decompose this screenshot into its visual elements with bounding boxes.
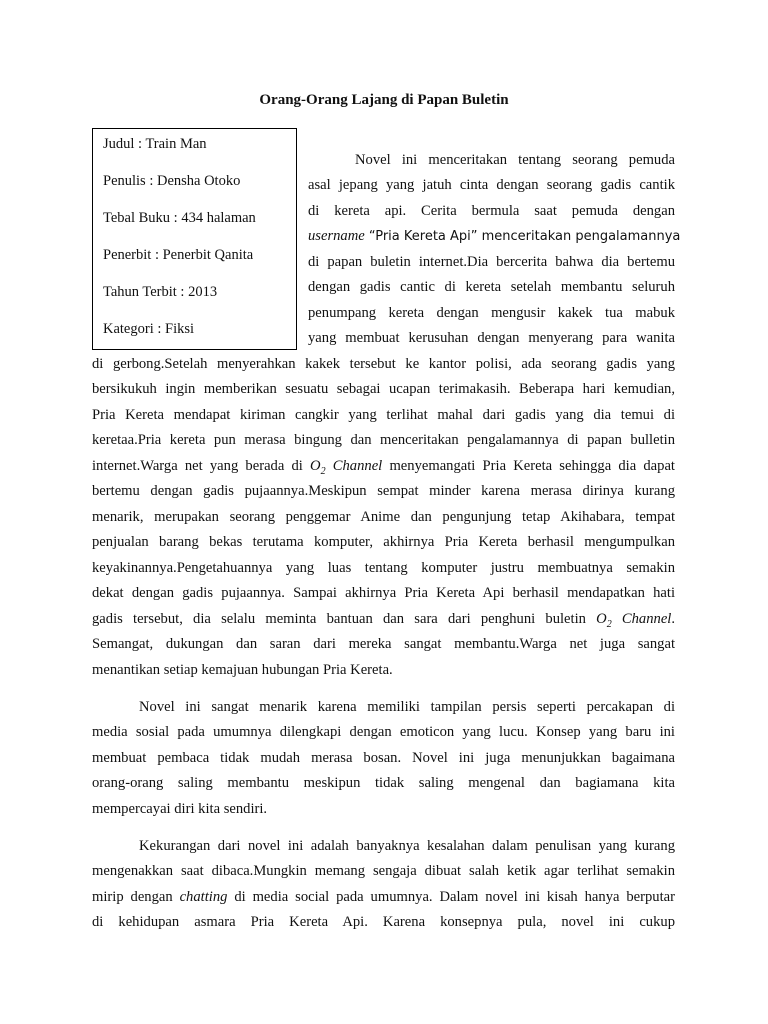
text-span: “Pria Kereta Api” menceritakan pengalamannya xyxy=(364,229,681,244)
text-span: gadis tersebut, dia selalu meminta bantuan dan sara dari penghuni buletin xyxy=(92,611,597,627)
text-line: menarik, merupakan seorang penggemar Anime dan pengunjung tetap Akihabara, tempat xyxy=(92,509,675,525)
text-span: mirip dengan xyxy=(92,889,180,905)
italic-text: chatting xyxy=(179,889,228,905)
text-line: Semangat, dukungan dan saran dari mereka sangat membantu.Warga net juga sangat xyxy=(92,636,675,652)
text-span: Channel xyxy=(325,458,383,474)
text-line: orang-orang saling membantu meskipun tidak saling mengenal dan bagiamana kita xyxy=(92,775,675,791)
text-line xyxy=(92,887,675,907)
text-line xyxy=(92,609,675,635)
text-span: . xyxy=(671,611,676,627)
text-line: mempercayai diri kita sendiri. xyxy=(92,801,268,817)
subscript: 2 xyxy=(606,618,612,630)
text-line: keyakinannya.Pengetahuannya yang luas tentang komputer justru membuatnya semakin xyxy=(92,560,675,576)
info-year: Tahun Terbit : 2013 xyxy=(103,284,218,300)
info-author: Penulis : Densha Otoko xyxy=(103,173,241,189)
text-line: keretaa.Pria kereta pun merasa bingung dan menceritakan pengalamannya di papan bulletin xyxy=(92,432,675,448)
text-line: bersikukuh ingin memberikan sesuatu sebagai ucapan terimakasih. Beberapa hari kemudian, xyxy=(92,381,675,397)
italic-text: username xyxy=(308,228,365,244)
book-info-box xyxy=(92,128,297,350)
italic-text xyxy=(596,611,672,630)
text-line: Novel ini menceritakan tentang seorang pemuda xyxy=(355,152,675,168)
text-line: Novel ini sangat menarik karena memiliki tampilan persis seperti percakapan di xyxy=(139,699,675,715)
text-line: penumpang kereta dengan mengusir kakek tua mabuk xyxy=(308,305,675,321)
text-line: Pria Kereta mendapat kiriman cangkir yang terlihat mahal dari gadis yang dia temui di xyxy=(92,407,675,423)
text-line: di papan buletin internet.Dia bercerita bahwa dia bertemu xyxy=(308,254,675,270)
text-line: penjualan barang bekas terutama komputer, akhirnya Pria Kereta berhasil mengumpulkan xyxy=(92,534,675,550)
text-span: O xyxy=(596,611,607,627)
text-line xyxy=(92,456,675,482)
text-line: dengan gadis cantic di kereta setelah membantu seluruh xyxy=(308,279,675,295)
info-publisher: Penerbit : Penerbit Qanita xyxy=(103,247,254,263)
text-span: di media social pada umumnya. Dalam novel ini kisah hanya berputar xyxy=(227,889,675,905)
text-line: Kekurangan dari novel ini adalah banyaknya kesalahan dalam penulisan yang kurang xyxy=(139,838,675,854)
text-line xyxy=(308,226,681,247)
document-title: Orang-Orang Lajang di Papan Buletin xyxy=(259,92,509,108)
text-line: asal jepang yang jatuh cinta dengan seorang gadis cantik xyxy=(308,177,675,193)
text-line: yang membuat kerusuhan dengan menyerang para wanita xyxy=(308,330,675,346)
italic-text xyxy=(310,458,383,477)
subscript: 2 xyxy=(320,465,326,477)
info-pages: Tebal Buku : 434 halaman xyxy=(103,210,256,226)
text-span: menyemangati Pria Kereta sehingga dia dapat xyxy=(382,458,675,474)
text-line: media sosial pada umumnya dilengkapi dengan emoticon yang lucu. Konsep yang baru ini xyxy=(92,724,675,740)
info-title: Judul : Train Man xyxy=(103,136,207,152)
text-line: menantikan setiap kemajuan hubungan Pria Kereta. xyxy=(92,662,393,678)
text-line: mengenakkan saat dibaca.Mungkin memang sengaja dibuat salah ketik agar terlihat semakin xyxy=(92,863,675,879)
text-line: bertemu dengan gadis pujaannya.Meskipun sempat minder karena merasa dirinya kurang xyxy=(92,483,675,499)
text-line: di gerbong.Setelah menyerahkan kakek tersebut ke kantor polisi, ada seorang gadis yang xyxy=(92,356,675,372)
text-line: di kereta api. Cerita bermula saat pemuda dengan xyxy=(308,203,675,219)
text-line: dekat dengan gadis pujaannya. Sampai akhirnya Pria Kereta Api berhasil mendapatkan hati xyxy=(92,585,675,601)
info-category: Kategori : Fiksi xyxy=(103,321,195,337)
text-line: membuat pembaca tidak mudah merasa bosan. Novel ini juga menunjukkan bagaimana xyxy=(92,750,675,766)
text-line: di kehidupan asmara Pria Kereta Api. Karena konsepnya pula, novel ini cukup xyxy=(92,914,675,930)
text-span: O xyxy=(310,458,321,474)
text-span: internet.Warga net yang berada di xyxy=(92,458,311,474)
text-span: Channel xyxy=(611,611,672,627)
